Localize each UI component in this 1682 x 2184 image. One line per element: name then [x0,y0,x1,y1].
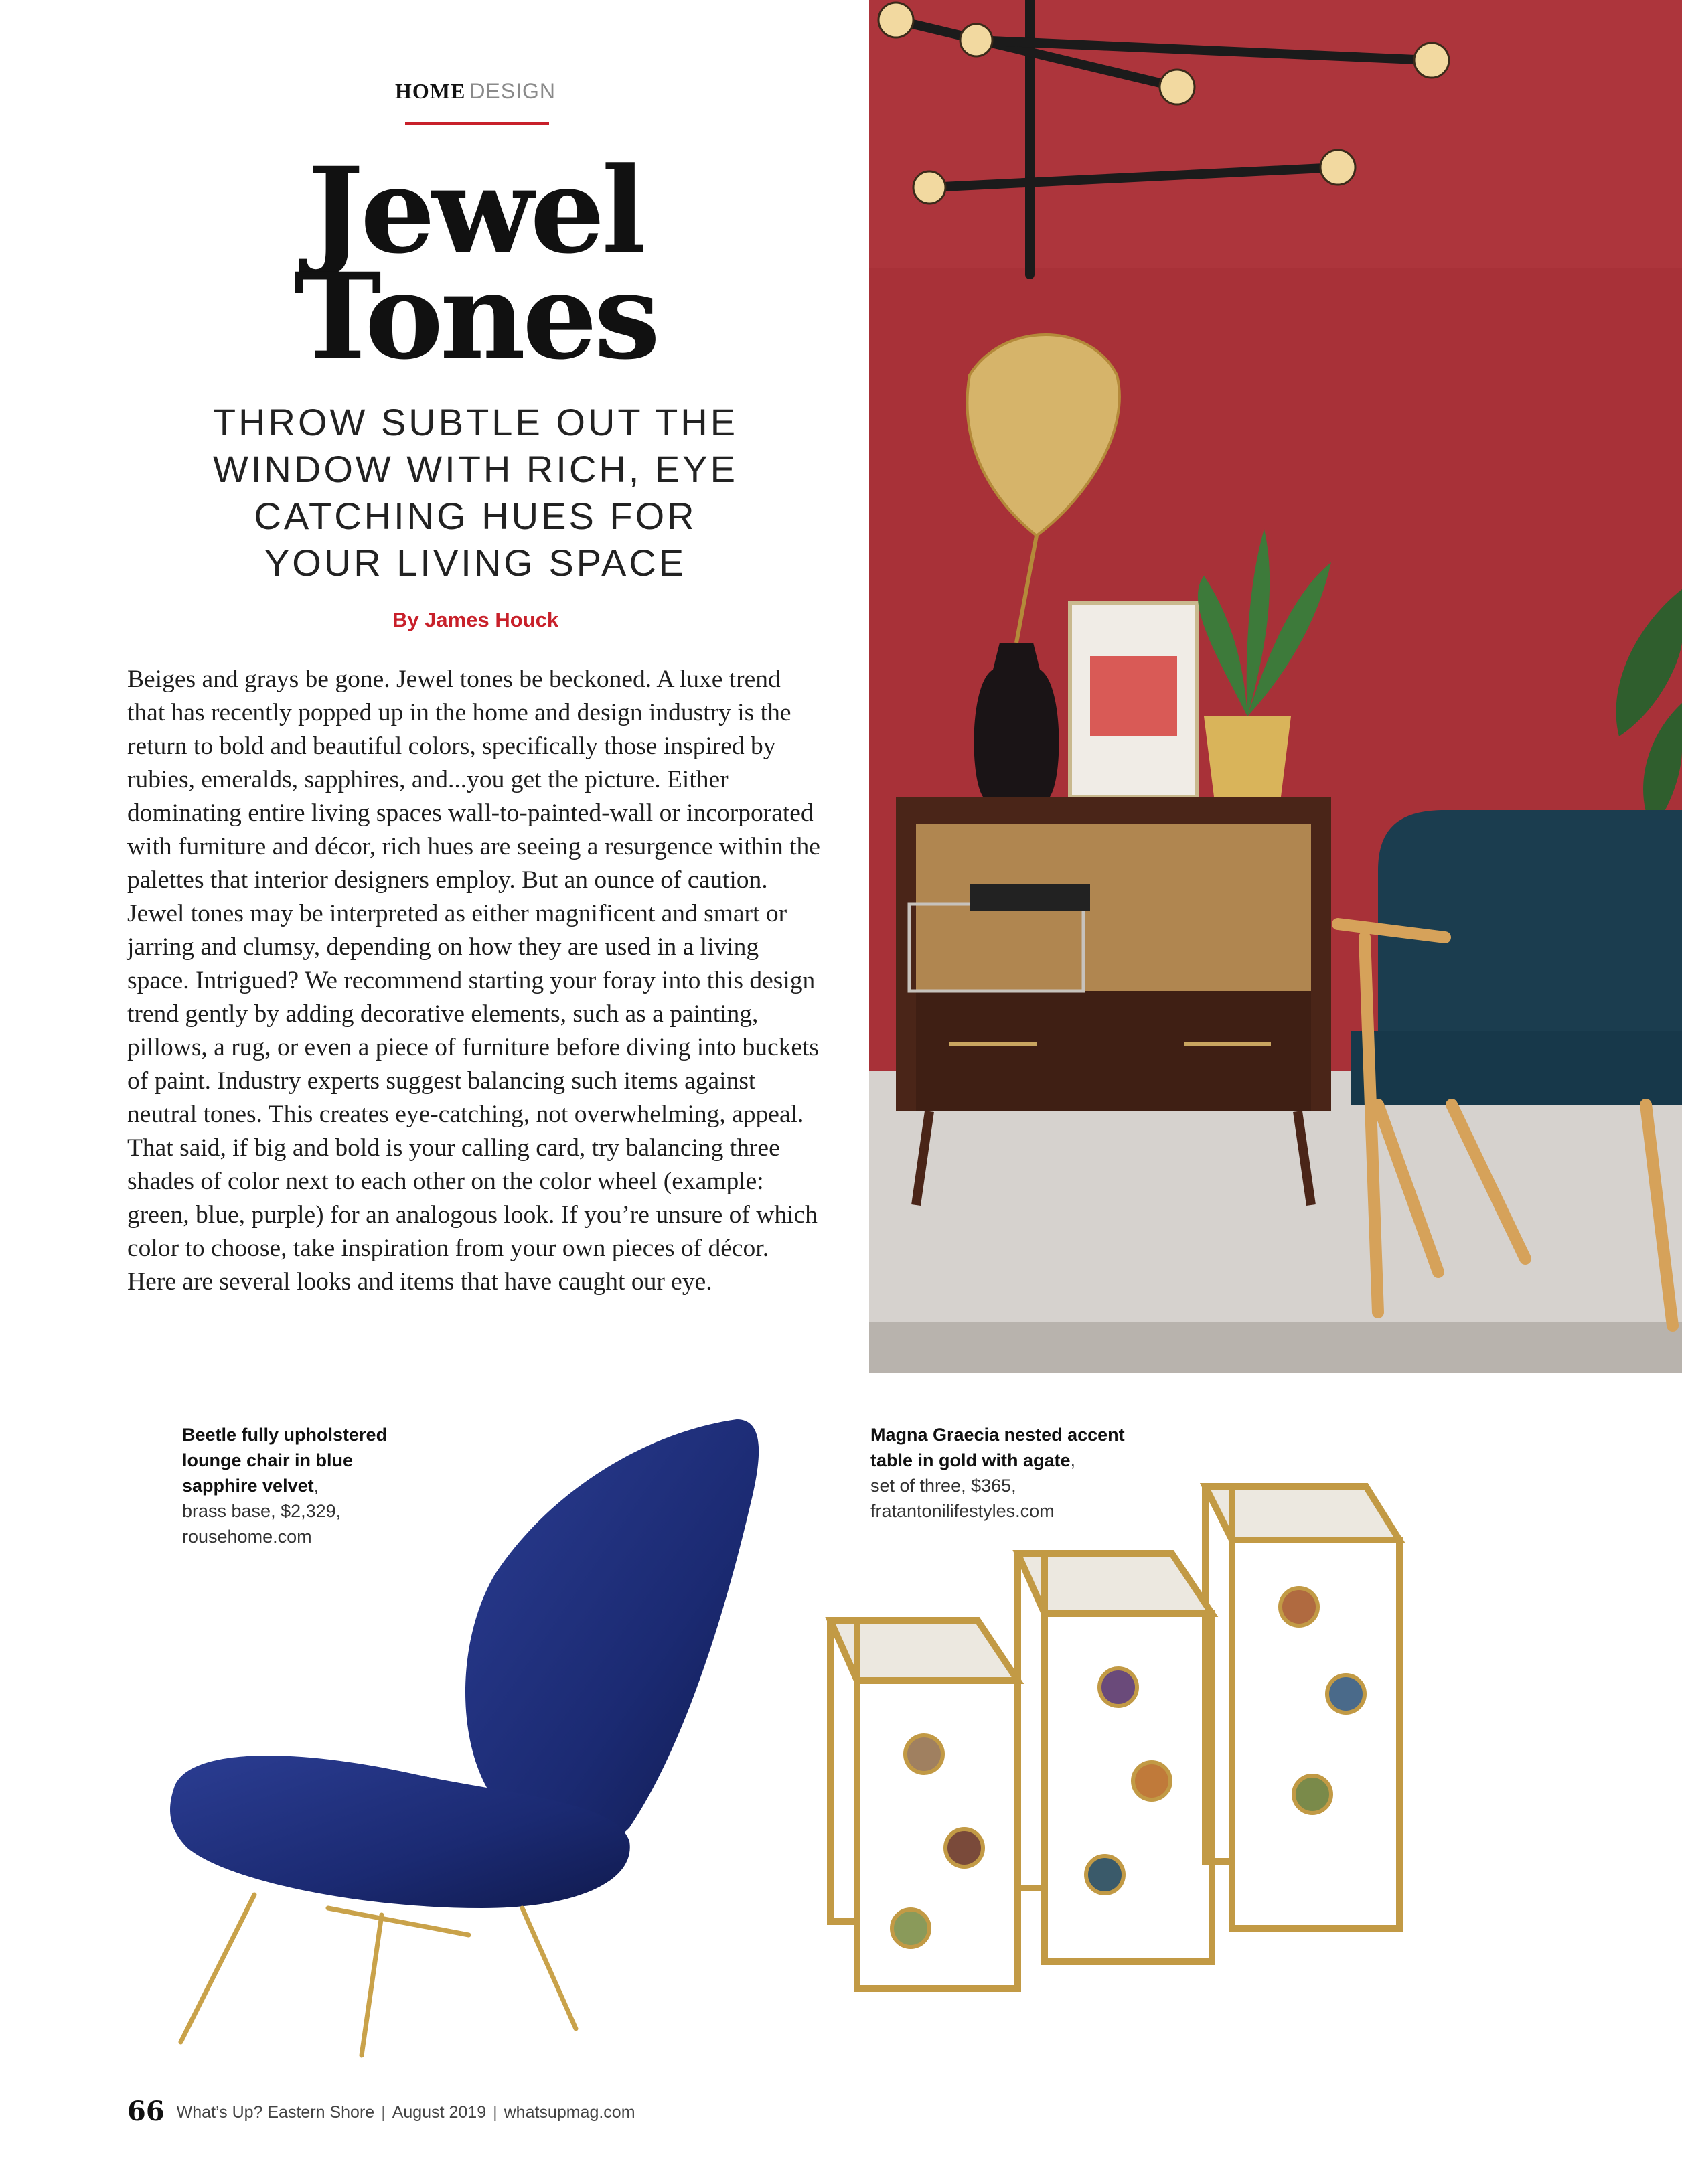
article-title [134,141,817,386]
title-line-2: Tones [293,247,658,386]
chair-caption-price: brass base, $2,329, [182,1501,341,1521]
body-paragraph: Beiges and grays be gone. Jewel tones be beckoned. A luxe trend that has recently popped up in the home and design industry is the return to bold and beautiful colors, specifically those inspired by rubies, emeralds, sapphires, and...you get the picture. Either dominating entire living spaces wall-to-painted-wall or incorporated with furniture and décor, rich hues are seeing a resurgence within the palettes that interior designers employ. But an ounce of caution. Jewel tones may be interpreted as either magnificent and smart or jarring and clumsy, depending on how they are used in a living space. Intrigued? We recommend starting your foray into this design trend gently by adding decorative elements, such as a painting, pillows, a rug, or even a piece of furniture before diving into buckets of paint. Industry experts suggest balancing such items against neutral tones. This creates eye-catching, not overwhelming, appeal. That said, if big and bold is your calling card, try balancing three shades of color next to each other on the color wheel (example: green, blue, purple) for an analogous look. If you’re unsure of which color to choose, take inspiration from your own pieces of décor. Here are several looks and items that have caught our eye. [127,666,820,1296]
issue-date: August 2019 [392,2103,487,2122]
deck-line: YOUR LIVING SPACE [264,542,687,584]
footer-separator: | [381,2103,386,2122]
section-secondary: DESIGN [469,79,556,103]
website: whatsupmag.com [504,2103,635,2122]
tables-caption-name: Magna Graecia nested accent table in gold with agate [870,1425,1125,1470]
section-primary: HOME [394,79,466,103]
deck-line: WINDOW WITH RICH, EYE [213,448,738,490]
tables-caption-source: fratantonilifestyles.com [870,1501,1055,1521]
gold-nesting-tables-illustration [817,1473,1607,1995]
tables-product-image [817,1473,1607,1995]
article-body [127,663,824,1299]
publication-name: What’s Up? Eastern Shore [176,2103,375,2122]
article-deck [201,399,750,587]
footer-separator: | [493,2103,498,2122]
chair-caption-name: Beetle fully upholstered lounge chair in blue sapphire velvet [182,1425,388,1496]
section-tag [375,79,576,104]
hero-illustration [869,0,1682,1373]
tables-caption-price: set of three, $365, [870,1476,1016,1496]
byline: By James Houck [392,608,559,631]
tables-caption: Magna Graecia nested accent table in gold with agate, set of three, $365, fratantonilifestyles.com [870,1425,1125,1521]
deck-line: CATCHING HUES FOR [254,495,697,537]
section-tag-underline [405,122,549,125]
page-footer [127,2096,931,2127]
hero-photo [869,0,1682,1373]
deck-line: THROW SUBTLE OUT THE [212,401,739,443]
title-line-1: Jewel [307,141,643,280]
page-number: 66 [127,2096,165,2127]
chair-caption: Beetle fully upholstered lounge chair in blue sapphire velvet, brass base, $2,329, rousehome.com [182,1425,388,1547]
chair-caption-source: rousehome.com [182,1527,312,1547]
